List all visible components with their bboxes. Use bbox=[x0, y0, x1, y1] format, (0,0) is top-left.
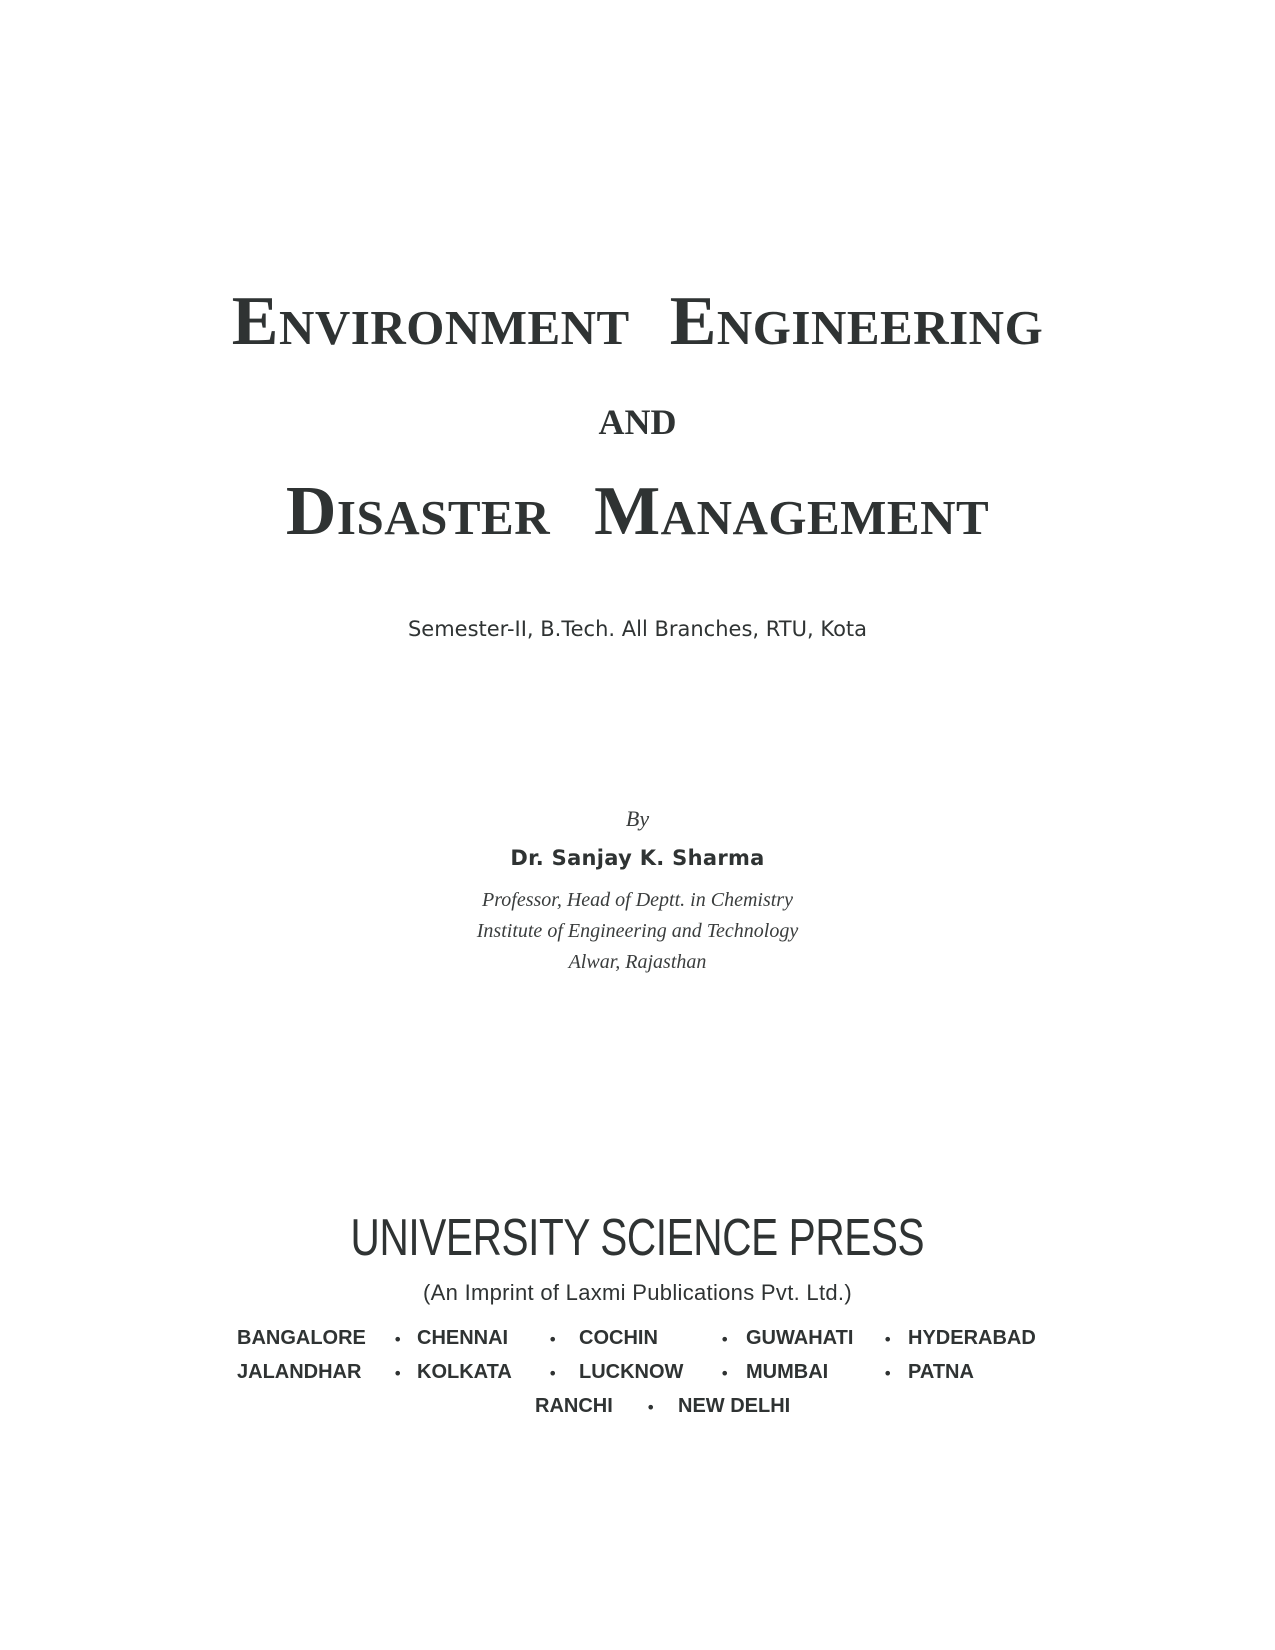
city-separator-bullet: • bbox=[883, 1330, 893, 1349]
city-jalandhar: JALANDHAR bbox=[237, 1361, 362, 1383]
city-kolkata: KOLKATA bbox=[417, 1361, 512, 1383]
byline: By bbox=[625, 806, 650, 831]
city-guwahati: GUWAHATI bbox=[746, 1327, 854, 1349]
city-separator-bullet: • bbox=[393, 1364, 403, 1383]
title-word-management: Management bbox=[594, 473, 990, 550]
city-new-delhi: NEW DELHI bbox=[678, 1395, 791, 1417]
title-word-environment: Environment bbox=[231, 283, 630, 360]
title-line-environment-engineering bbox=[0, 282, 1275, 362]
title-word-engineering: Engineering bbox=[669, 283, 1044, 360]
author-affiliation-location: Alwar, Rajasthan bbox=[568, 951, 707, 973]
city-separator-bullet: • bbox=[393, 1330, 403, 1349]
city-lucknow: LUCKNOW bbox=[579, 1361, 684, 1383]
city-patna: PATNA bbox=[908, 1361, 974, 1383]
city-separator-bullet: • bbox=[720, 1330, 730, 1349]
city-mumbai: MUMBAI bbox=[746, 1361, 829, 1383]
city-separator-bullet: • bbox=[548, 1330, 558, 1349]
publisher-name: UNIVERSITY SCIENCE PRESS bbox=[350, 1209, 925, 1267]
city-separator-bullet: • bbox=[883, 1364, 893, 1383]
author-affiliation-institute: Institute of Engineering and Technology bbox=[476, 920, 799, 942]
author-name: Dr. Sanjay K. Sharma bbox=[510, 846, 765, 870]
city-separator-bullet: • bbox=[548, 1364, 558, 1383]
publisher-imprint: (An Imprint of Laxmi Publications Pvt. Ltd.) bbox=[423, 1280, 852, 1305]
city-cochin: COCHIN bbox=[579, 1327, 658, 1349]
title-line-disaster-management bbox=[0, 472, 1275, 552]
city-separator-bullet: • bbox=[646, 1398, 656, 1417]
title-line-and: and bbox=[598, 389, 677, 446]
title-word-disaster: Disaster bbox=[285, 473, 551, 550]
city-chennai: CHENNAI bbox=[417, 1327, 509, 1349]
city-hyderabad: HYDERABAD bbox=[908, 1327, 1036, 1349]
city-bangalore: BANGALORE bbox=[237, 1327, 366, 1349]
author-affiliation-title: Professor, Head of Deptt. in Chemistry bbox=[482, 889, 793, 911]
subtitle-semester: Semester-II, B.Tech. All Branches, RTU, Kota bbox=[407, 617, 868, 641]
city-ranchi: RANCHI bbox=[535, 1395, 613, 1417]
city-separator-bullet: • bbox=[720, 1364, 730, 1383]
